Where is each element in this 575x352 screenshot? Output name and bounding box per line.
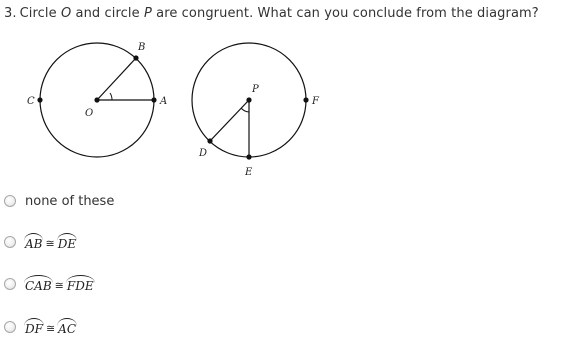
label-b: B — [138, 42, 146, 53]
option-expression — [25, 275, 94, 293]
circle-o-name: O — [60, 6, 72, 21]
radius-pd — [210, 100, 249, 141]
option-none-of-these[interactable] — [4, 191, 114, 211]
question-text — [4, 6, 539, 21]
label-d: D — [199, 148, 208, 159]
arc-ab: AB — [25, 233, 42, 251]
point-e — [246, 154, 251, 159]
label-e: E — [245, 167, 253, 178]
arc-df: DF — [25, 318, 43, 336]
question-text-part: are congruent. What can you conclude from the diagram? — [151, 6, 539, 21]
point-p — [246, 97, 251, 102]
point-d — [207, 138, 212, 143]
question-text-part: Circle — [19, 6, 61, 21]
arc-cab: CAB — [25, 275, 52, 293]
arc-de: DE — [58, 233, 76, 251]
option-ab-congruent-de[interactable] — [4, 232, 76, 252]
congruent-symbol: ≅ — [54, 279, 64, 292]
label-c: C — [27, 96, 35, 107]
question-number: 3. — [4, 6, 17, 21]
label-a: A — [160, 96, 168, 107]
point-c — [37, 97, 42, 102]
option-df-congruent-ac[interactable] — [4, 317, 76, 337]
option-label: none of these — [25, 193, 115, 209]
label-f: F — [312, 96, 319, 107]
central-angle-dpe-mark — [241, 108, 249, 112]
label-p: P — [252, 84, 259, 95]
label-o: O — [85, 108, 94, 119]
radio-button[interactable] — [4, 236, 16, 248]
congruent-symbol: ≅ — [45, 322, 56, 335]
radio-button[interactable] — [4, 321, 16, 333]
point-a — [151, 97, 156, 102]
point-f — [303, 97, 308, 102]
question-text-part: and circle — [71, 6, 144, 21]
circles-diagram — [22, 34, 332, 180]
option-cab-congruent-fde[interactable] — [4, 274, 94, 294]
circle-p-name: P — [143, 6, 152, 21]
circles-diagram-svg — [22, 34, 332, 180]
radio-button[interactable] — [4, 278, 16, 290]
arc-ac: AC — [58, 318, 76, 336]
arc-fde: FDE — [67, 275, 94, 293]
option-expression — [25, 233, 76, 251]
radio-button[interactable] — [4, 195, 16, 207]
central-angle-aob-mark — [110, 93, 112, 100]
point-b — [133, 55, 138, 60]
option-expression — [25, 318, 76, 336]
congruent-symbol: ≅ — [45, 237, 55, 250]
point-o — [94, 97, 99, 102]
radius-ob — [97, 58, 136, 100]
